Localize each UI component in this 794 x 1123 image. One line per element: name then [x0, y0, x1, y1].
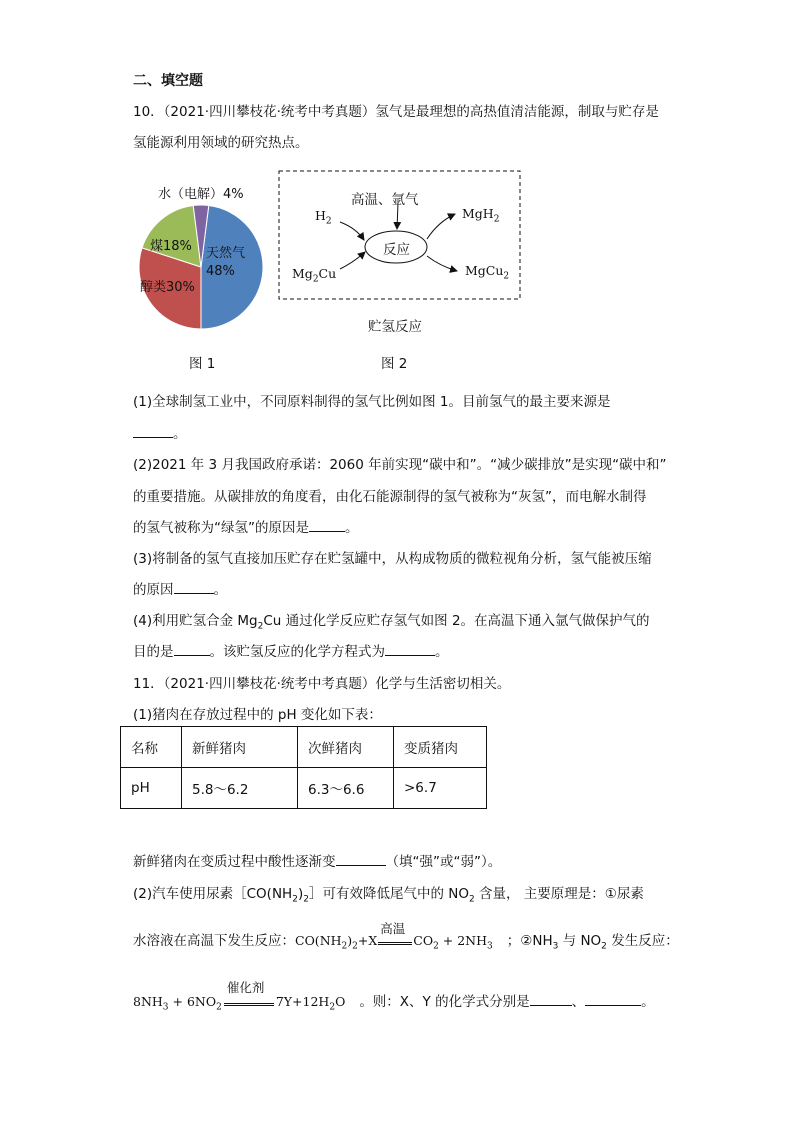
q10-part1-text: (1)全球制氢工业中，不同原料制得的氢气比例如图 1。目前氢气的最主要来源是 — [133, 394, 611, 410]
table-header-row — [121, 727, 487, 768]
mg2cu-label: $Mg_2Cu$ — [292, 266, 337, 285]
pork-ph-table — [120, 726, 487, 809]
q10-part4-line1: (4)利用贮氢合金 $Mg_2Cu$ 通过化学反应贮存氢气如图 2。在高温下通入氩气做保护气的 — [133, 613, 650, 632]
gas-pct: 48% — [206, 264, 235, 279]
mgcu2-arrow — [427, 256, 457, 271]
table-cell: >6.7 — [394, 768, 487, 809]
answer-blank[interactable] — [385, 641, 435, 656]
table-cell: 新鲜猪肉 — [182, 727, 298, 768]
mgcu2-label: MgCu$_2$ — [465, 263, 510, 282]
reaction-label: 反应 — [383, 242, 410, 258]
conditions-label: 高温、氩气 — [351, 192, 419, 208]
q10-part3-line1: (3)将制备的氢气直接加压贮存在贮氢罐中，从构成物质的微粒视角分析，氢气能被压缩 — [133, 551, 652, 567]
table-cell: pH — [121, 768, 182, 809]
mg2cu-arrow — [340, 252, 365, 269]
answer-blank[interactable] — [585, 991, 641, 1006]
q11-part1-question: 新鲜猪肉在变质过程中酸性逐渐变 （填“强”或“弱”）。 — [133, 850, 501, 870]
section-title: 二、填空题 — [133, 73, 203, 89]
q10-part2-line3: 的氢气被称为“绿氢”的原因是 。 — [133, 516, 359, 536]
figure-2-title: 贮氢反应 — [368, 319, 422, 335]
answer-blank[interactable] — [336, 851, 386, 866]
q10-part3-line2: 的原因 。 — [133, 578, 227, 598]
h2-arrow — [340, 222, 364, 240]
q11-line1: 11．（2021·四川攀枝花·统考中考真题）化学与生活密切相关。 — [133, 676, 511, 692]
q10-part2-line2: 的重要措施。从碳排放的角度看，由化石能源制得的氢气被称为“灰氢”，而电解水制得 — [133, 489, 647, 505]
table-cell: 变质猪肉 — [394, 727, 487, 768]
gas-label: 天然气 — [206, 246, 246, 261]
catalyst-arrow — [224, 980, 274, 1006]
q10-part4-line2: 目的是 。该贮氢反应的化学方程式为 。 — [133, 640, 449, 660]
catalyst-label: 催化剂 — [226, 980, 265, 995]
answer-blank[interactable] — [530, 991, 572, 1006]
table-cell: 次鲜猪肉 — [298, 727, 394, 768]
q11-part2-line3: $8NH_3 + 6NO_2$ 催化剂 $7Y+12H_2O$ 。则：X、Y 的化学式分别是 、 。 — [133, 980, 655, 1013]
table-cell: 名称 — [121, 727, 182, 768]
condition-arrow — [378, 921, 412, 945]
answer-blank[interactable] — [309, 517, 345, 532]
water-label: 水（电解）4% — [158, 187, 244, 202]
q10-line1: 10．（2021·四川攀枝花·统考中考真题）氢气是最理想的高热值清洁能源，制取与贮存是 — [133, 104, 659, 120]
alcohol-label: 醇类30% — [140, 280, 195, 295]
equation-2: $8NH_3 + 6NO_2$ 催化剂 $7Y+12H_2O$ — [133, 980, 346, 1013]
mgh2-label: MgH$_2$ — [462, 206, 500, 225]
figure-1-caption: 图 1 — [189, 356, 216, 372]
h2-label: $H_2$ — [315, 208, 332, 227]
table-row — [121, 768, 487, 809]
figure-1-pie-chart — [130, 178, 270, 368]
mgh2-arrow — [427, 214, 455, 239]
q10-part1-answer: 。 — [133, 422, 187, 442]
q11-part1-intro: (1)猪肉在存放过程中的 pH 变化如下表： — [133, 707, 382, 723]
condition-label: 高温 — [380, 921, 406, 936]
table-cell: 6.3～6.6 — [298, 768, 394, 809]
answer-blank[interactable] — [174, 641, 210, 656]
answer-blank[interactable] — [133, 423, 173, 438]
figure-2-caption: 图 2 — [381, 356, 408, 372]
q10-line2: 氢能源利用领域的研究热点。 — [133, 135, 309, 151]
table-cell: 5.8～6.2 — [182, 768, 298, 809]
q11-part2-line2: 水溶液在高温下发生反应：$CO(NH_2)_2+X$ 高温 $CO_2 + 2NH_3$ ；$②NH_3$ 与 $NO_2$ 发生反应： — [133, 921, 679, 952]
equation-1: $CO(NH_2)_2+X$ 高温 $CO_2 + 2NH_3$ — [295, 921, 493, 952]
q10-part2-line1: (2)2021 年 3 月我国政府承诺：2060 年前实现“碳中和”。“减少碳排放”是实现“碳中和” — [133, 457, 667, 473]
q11-part2-line1: (2)汽车使用尿素$[CO(NH_2)_2]$可有效降低尾气中的 $NO_2$ 含量， 主要原理是：①尿素 — [133, 886, 644, 905]
answer-blank[interactable] — [174, 579, 214, 594]
coal-label: 煤18% — [150, 239, 192, 254]
